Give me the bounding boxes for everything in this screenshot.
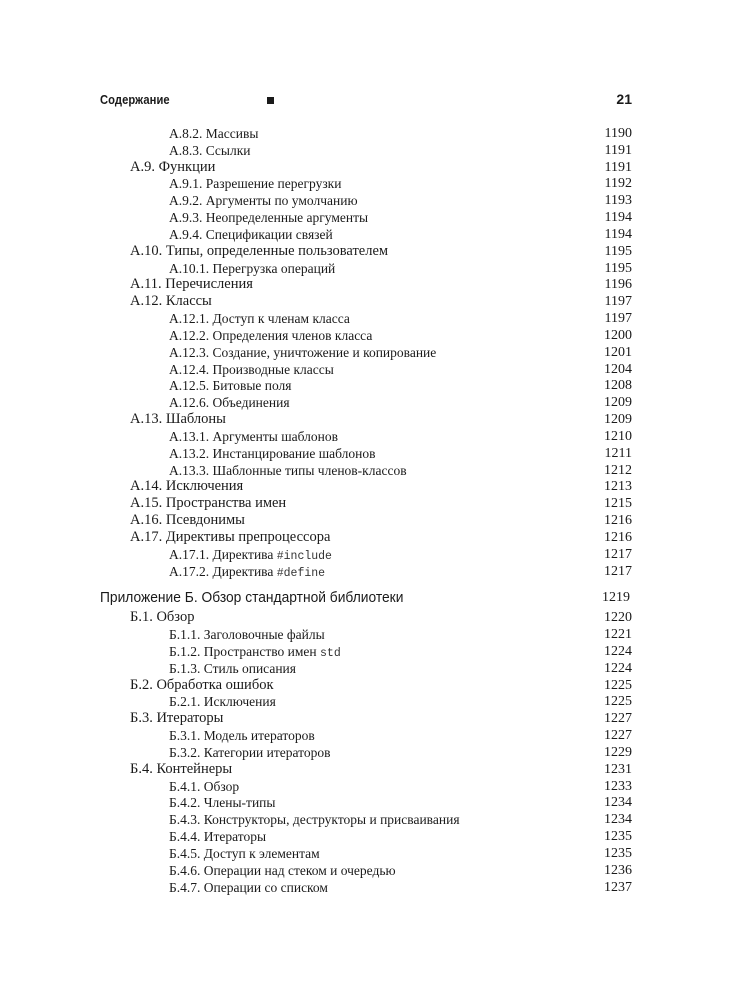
toc-entry-title	[169, 660, 296, 677]
toc-subsection	[169, 361, 632, 378]
toc-entry-title-text: А.13.2. Инстанцирование шаблонов	[169, 446, 376, 461]
toc-subsection	[169, 445, 632, 462]
toc-entry-title-text: А.9. Функции	[130, 159, 216, 175]
toc-section	[130, 609, 632, 626]
toc-entry-title	[169, 327, 372, 344]
toc-entry-page: 1227	[604, 711, 632, 726]
toc-entry-title-text: Б.4.5. Доступ к элементам	[169, 846, 320, 861]
toc-entry-title	[169, 344, 436, 361]
toc-entry-title	[130, 512, 245, 529]
toc-entry-title-text: Б.4.1. Обзор	[169, 779, 240, 794]
toc-entry-title-text: А.16. Псевдонимы	[130, 512, 245, 528]
toc-entry-title	[169, 879, 328, 896]
toc-entry-page: 1195	[604, 261, 632, 276]
toc-entry-title	[130, 609, 194, 626]
toc-entry-title	[169, 862, 396, 879]
toc-entry-page: 1217	[604, 547, 632, 562]
toc-entry-page: 1224	[604, 661, 632, 676]
toc-entry-title-text: Б.4.4. Итераторы	[169, 829, 267, 844]
toc-entry-title-text: А.12.5. Битовые поля	[169, 378, 292, 393]
toc-entry-page: 1201	[604, 345, 632, 360]
toc-entry-page: 1227	[604, 728, 632, 743]
toc-entry-title	[169, 626, 325, 643]
toc-entry-title	[130, 411, 226, 428]
toc-entry-title	[169, 428, 338, 445]
toc-subsection	[169, 394, 632, 411]
toc-entry-title	[130, 495, 286, 512]
toc-subsection	[169, 175, 632, 192]
toc-entry-page: 1237	[604, 880, 632, 895]
toc-entry-title	[169, 377, 292, 394]
toc-entry-title	[169, 260, 335, 277]
toc-subsection	[169, 192, 632, 209]
toc-entry-page: 1229	[604, 745, 632, 760]
toc-entry-title-text: Б.4.7. Операции со списком	[169, 880, 328, 895]
toc-entry-title-text: А.17.1. Директива	[169, 547, 277, 562]
toc-entry-title	[169, 209, 368, 226]
toc-entry-page: 1191	[604, 160, 632, 175]
toc-entry-title-text: А.14. Исключения	[130, 478, 244, 494]
toc-section	[130, 710, 632, 727]
toc-entry-title	[130, 243, 388, 260]
toc-entry-page: 1209	[604, 412, 632, 427]
toc-section	[130, 293, 632, 310]
toc-subsection	[169, 778, 632, 795]
toc-entry-title-text: А.8.3. Ссылки	[169, 143, 251, 158]
toc-entry-title	[130, 710, 223, 727]
toc-entry-title-text: А.11. Перечисления	[130, 276, 253, 292]
toc-entry-title-text: А.17.2. Директива	[169, 564, 277, 579]
toc-entry-page: 1208	[604, 378, 632, 393]
toc-entry-code: #define	[276, 567, 326, 580]
toc-section	[130, 276, 632, 293]
toc-entry-title-text: А.8.2. Массивы	[169, 126, 259, 141]
toc-entry-title	[169, 361, 334, 378]
toc-entry-title-text: А.9.4. Спецификации связей	[169, 227, 333, 242]
toc-entry-title	[169, 192, 358, 209]
toc-entry-title-text: Б.4.2. Члены-типы	[169, 795, 276, 810]
toc-subsection	[169, 546, 632, 563]
toc-entry-title	[169, 310, 350, 327]
toc-entry-page: 1193	[604, 193, 632, 208]
toc-section	[130, 159, 632, 176]
toc-entry-title-text: Б.2.1. Исключения	[169, 694, 276, 709]
toc-entry-title-text: А.15. Пространства имен	[130, 495, 287, 511]
toc-subsection	[169, 794, 632, 811]
toc-entry-page: 1197	[604, 294, 632, 309]
toc-entry-page: 1235	[604, 846, 632, 861]
toc-entry-title	[169, 693, 276, 710]
toc-entry-title-text: Б.4.3. Конструкторы, деструкторы и присваивания	[169, 812, 460, 827]
toc-entry-page: 1194	[604, 227, 632, 242]
toc-entry-page: 1216	[604, 513, 632, 528]
toc-subsection	[169, 744, 632, 761]
toc-entry-title	[130, 159, 215, 176]
toc-entry-title	[169, 794, 275, 811]
toc-entry-title-text: Б.1.3. Стиль описания	[169, 661, 296, 676]
toc-entry-title	[130, 677, 274, 694]
toc-entry-code: #include	[276, 550, 332, 563]
toc-section	[130, 478, 632, 495]
toc-entry-title-text: А.9.3. Неопределенные аргументы	[169, 210, 369, 225]
toc-entry-page: 1220	[604, 610, 632, 625]
toc-entry-title	[169, 828, 266, 845]
toc-entry-title-text: А.10.1. Перегрузка операций	[169, 261, 336, 276]
toc-entry-title	[169, 175, 341, 192]
toc-subsection	[169, 209, 632, 226]
toc-subsection	[169, 310, 632, 327]
toc-entry-title	[169, 744, 331, 761]
toc-entry-title-text: Приложение Б. Обзор стандартной библиотеки	[100, 589, 404, 606]
toc-section	[130, 495, 632, 512]
toc-entry-title-text: Б.3.1. Модель итераторов	[169, 728, 315, 743]
toc-subsection	[169, 462, 632, 479]
toc-entry-title-text: Б.3. Итераторы	[130, 710, 224, 726]
toc-subsection	[169, 142, 632, 159]
toc-section	[130, 411, 632, 428]
toc-entry-title-text: А.13.3. Шаблонные типы членов-классов	[169, 463, 407, 478]
toc-subsection	[169, 125, 632, 142]
toc-subsection	[169, 643, 632, 660]
toc-entry-title	[169, 462, 407, 479]
toc-entry-page: 1210	[604, 429, 632, 444]
toc-entry-title	[169, 563, 325, 582]
toc-subsection	[169, 563, 632, 580]
toc-entry-title-text: Б.4.6. Операции над стеком и очередью	[169, 863, 396, 878]
toc-section	[130, 529, 632, 546]
toc-entry-title	[169, 778, 239, 795]
toc-subsection	[169, 845, 632, 862]
toc-entry-title	[169, 125, 258, 142]
toc-entry-code: std	[320, 647, 341, 660]
toc-entry-title	[130, 478, 243, 495]
toc-entry-title-text: А.13.1. Аргументы шаблонов	[169, 429, 338, 444]
toc-subsection	[169, 226, 632, 243]
toc-entry-page: 1192	[604, 176, 632, 191]
toc-entry-title-text: А.10. Типы, определенные пользователем	[130, 243, 389, 259]
toc-entry-title	[169, 811, 460, 828]
toc-entry-page: 1200	[604, 328, 632, 343]
toc-entry-page: 1190	[604, 126, 632, 141]
toc-entry-page: 1224	[604, 644, 632, 659]
toc-entry-title-text: А.13. Шаблоны	[130, 411, 226, 427]
toc-entry-title-text: А.12.4. Производные классы	[169, 362, 334, 377]
toc-entry-page: 1215	[604, 496, 632, 511]
toc-entry-page: 1234	[604, 795, 632, 810]
toc-section	[130, 677, 632, 694]
toc-entry-page: 1231	[604, 762, 632, 777]
toc-entry-page: 1225	[604, 678, 632, 693]
toc-entry-page: 1209	[604, 395, 632, 410]
toc-entry-page: 1195	[604, 244, 632, 259]
toc-entry-page: 1233	[604, 779, 632, 794]
toc-entry-title	[169, 445, 375, 462]
toc-entry-title-text: А.12.2. Определения членов класса	[169, 328, 373, 343]
page-number: 21	[616, 91, 632, 107]
toc-entry-page: 1225	[604, 694, 632, 709]
toc-entry-title	[169, 727, 315, 744]
toc-entry-title-text: Б.1.2. Пространство имен	[169, 644, 321, 659]
toc-entry-title	[169, 226, 333, 243]
toc-subsection	[169, 693, 632, 710]
toc-entry-page: 1204	[604, 362, 632, 377]
toc-entry-page: 1219	[602, 590, 630, 605]
toc-entry-title	[169, 394, 290, 411]
toc-entry-page: 1196	[604, 277, 632, 292]
running-header-title: Содержание	[100, 92, 170, 107]
toc-entry-page: 1194	[604, 210, 632, 225]
toc-entry-title-text: А.9.1. Разрешение перегрузки	[169, 176, 342, 191]
toc-subsection	[169, 344, 632, 361]
toc-entry-page: 1236	[604, 863, 632, 878]
toc-entry-page: 1216	[604, 530, 632, 545]
toc-subsection	[169, 811, 632, 828]
toc-entry-title-text: А.12. Классы	[130, 293, 212, 309]
toc-section	[130, 761, 632, 778]
toc-subsection	[169, 879, 632, 896]
toc-subsection	[169, 428, 632, 445]
toc-entry-page: 1213	[604, 479, 632, 494]
toc-entry-page: 1212	[604, 463, 632, 478]
toc-subsection	[169, 660, 632, 677]
toc-entry-page: 1221	[604, 627, 632, 642]
toc-entry-title	[130, 529, 330, 546]
toc-entry-title-text: А.17. Директивы препроцессора	[130, 529, 331, 545]
toc-entry-page: 1191	[604, 143, 632, 158]
toc-appendix-heading	[100, 588, 632, 608]
toc-subsection	[169, 626, 632, 643]
toc-entry-title-text: А.12.6. Объединения	[169, 395, 290, 410]
toc-subsection	[169, 862, 632, 879]
toc-entry-title	[100, 588, 403, 608]
toc-subsection	[169, 727, 632, 744]
toc-entry-page: 1197	[604, 311, 632, 326]
toc-subsection	[169, 828, 632, 845]
toc-entry-page: 1217	[604, 564, 632, 579]
toc-entry-title-text: Б.2. Обработка ошибок	[130, 677, 274, 693]
toc-entry-page: 1211	[604, 446, 632, 461]
toc-subsection	[169, 260, 632, 277]
toc-entry-title	[169, 142, 251, 159]
toc-entry-title-text: А.12.1. Доступ к членам класса	[169, 311, 350, 326]
toc-entry-title	[130, 293, 212, 310]
toc-subsection	[169, 377, 632, 394]
toc-subsection	[169, 327, 632, 344]
toc-entry-title	[169, 845, 320, 862]
toc-section	[130, 512, 632, 529]
toc-entry-title	[130, 761, 232, 778]
toc-entry-title-text: Б.1. Обзор	[130, 609, 195, 625]
toc-entry-title-text: Б.4. Контейнеры	[130, 761, 233, 777]
toc-entry-title-text: Б.1.1. Заголовочные файлы	[169, 627, 325, 642]
toc-entry-title	[130, 276, 253, 293]
toc-entry-title-text: А.12.3. Создание, уничтожение и копирование	[169, 345, 437, 360]
toc-section	[130, 243, 632, 260]
toc-entry-page: 1235	[604, 829, 632, 844]
toc-entry-title-text: А.9.2. Аргументы по умолчанию	[169, 193, 358, 208]
toc-entry-page: 1234	[604, 812, 632, 827]
toc-entry-title-text: Б.3.2. Категории итераторов	[169, 745, 331, 760]
